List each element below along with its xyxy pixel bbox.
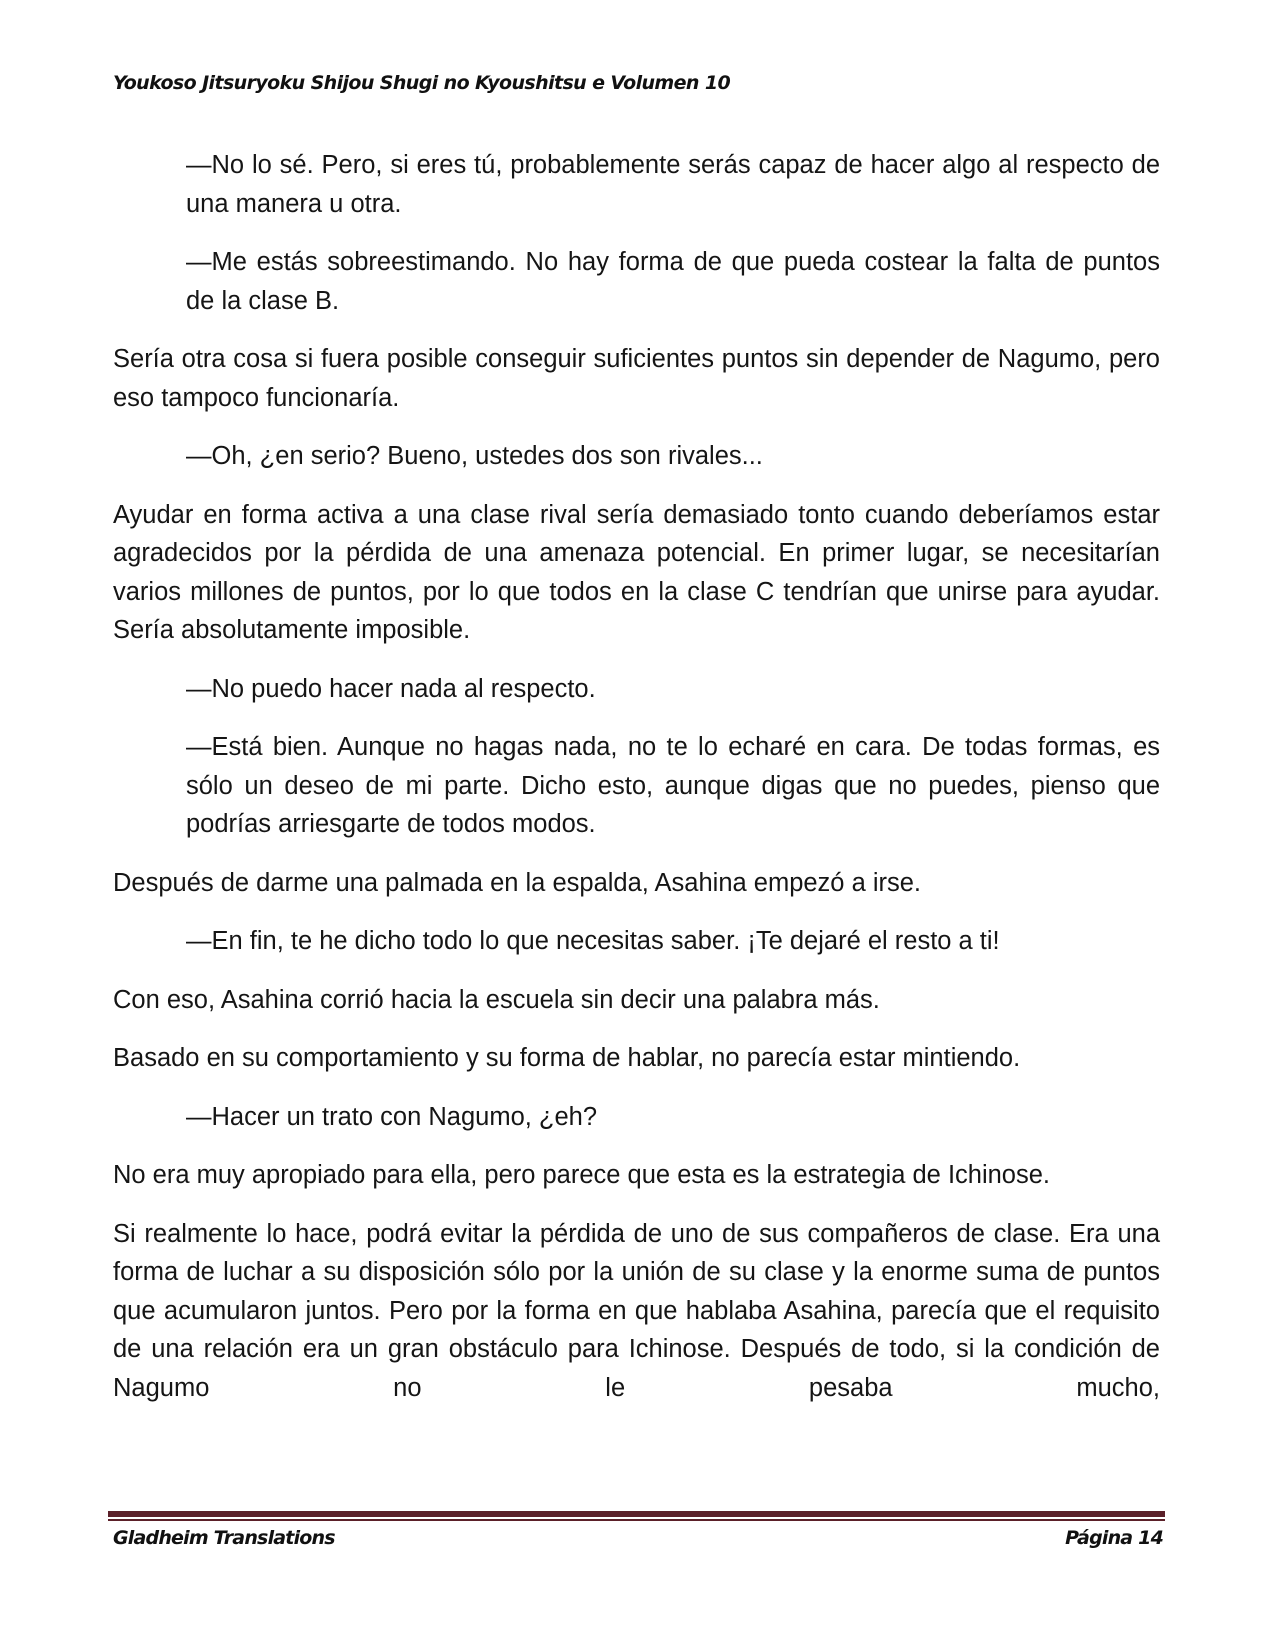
running-header: Youkoso Jitsuryoku Shijou Shugi no Kyoushitsu e Volumen 10 [113,72,731,94]
narration-paragraph: Sería otra cosa si fuera posible conseguir suficientes puntos sin depender de Nagumo, pero eso tampoco funcionaría. [113,345,1160,412]
dialogue-paragraph: —Está bien. Aunque no hagas nada, no te lo echaré en cara. De todas formas, es sólo un deseo de mi parte. Dicho esto, aunque digas que no puedes, pienso que podrías arriesgarte de todos modos. [186,733,1160,838]
dialogue-paragraph: —No lo sé. Pero, si eres tú, probablemente serás capaz de hacer algo al respecto de una manera u otra. [186,151,1160,218]
page-body [113,146,1160,1427]
narration-paragraph: Basado en su comportamiento y su forma de hablar, no parecía estar mintiendo. [113,1044,1021,1072]
footer-rule-thin [108,1519,1165,1521]
narration-paragraph: Después de darme una palmada en la espalda, Asahina empezó a irse. [113,868,922,897]
footer-rule [108,1511,1165,1517]
dialogue-paragraph: —Hacer un trato con Nagumo, ¿eh? [186,1102,598,1131]
narration-paragraph: Ayudar en forma activa a una clase rival sería demasiado tonto cuando deberíamos estar agradecidos por la pérdida de una amenaza potencial. En primer lugar, se necesitarían varios millones de puntos, por lo que todos en la clase C tendrían que unirse para ayudar. Sería absolutamente imposible. [113,500,1160,644]
dialogue-paragraph: —Oh, ¿en serio? Bueno, ustedes dos son rivales... [186,442,763,470]
narration-paragraph: No era muy apropiado para ella, pero parece que esta es la estrategia de Ichinose. [113,1161,1051,1189]
dialogue-paragraph: —En fin, te he dicho todo lo que necesitas saber. ¡Te dejaré el resto a ti! [186,927,1000,955]
dialogue-paragraph: —Me estás sobreestimando. No hay forma de que pueda costear la falta de puntos de la clase B. [186,248,1160,315]
dialogue-paragraph: —No puedo hacer nada al respecto. [186,674,596,703]
footer-credit: Gladheim Translations [113,1527,335,1549]
narration-paragraph: Con eso, Asahina corrió hacia la escuela sin decir una palabra más. [113,985,880,1014]
page-number: Página 14 [1065,1527,1163,1549]
narration-paragraph: Si realmente lo hace, podrá evitar la pérdida de uno de sus compañeros de clase. Era una forma de luchar a su disposición sólo por la unión de su clase y la enorme suma de puntos que acumularon juntos. Pero por la forma en que hablaba Asahina, parecía que el requisito de una relación era un gran obstáculo para Ichinose. Después de todo, si la condición de Nagumo no le pesaba mucho, [113,1219,1160,1402]
